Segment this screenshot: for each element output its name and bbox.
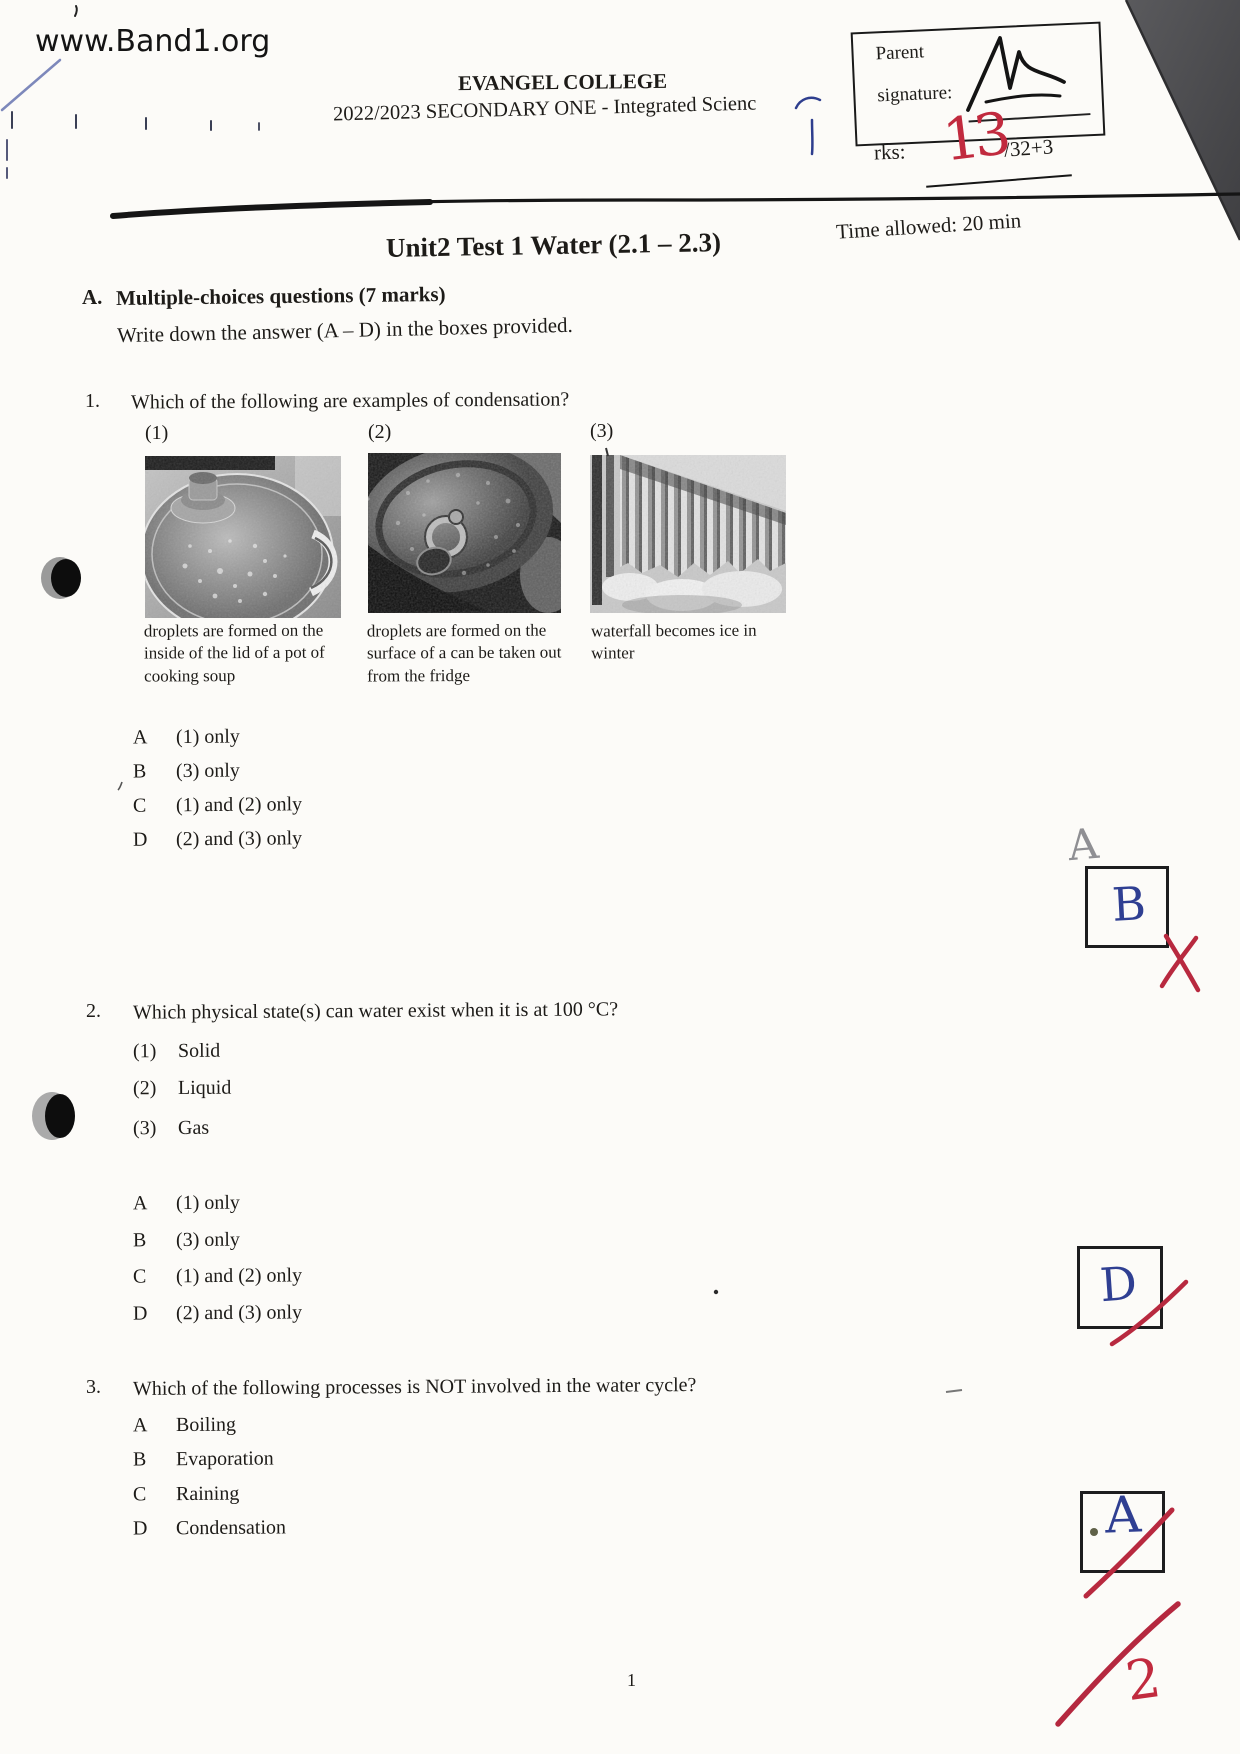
q3-option-c [133,1483,240,1507]
q1-figure2-label: (2) [368,421,392,443]
q2-option-d [133,1301,302,1325]
hole-punch-bottom [32,1092,75,1140]
q3-option-d-text: Condensation [175,1516,287,1540]
q2-option-b [133,1229,240,1253]
q3-student-answer: A [1103,1485,1143,1545]
header-subtitle: 2022/2023 SECONDARY ONE - Integrated Scienc [332,92,757,126]
q1-option-d [133,827,302,851]
q2-student-answer: D [1098,1255,1139,1313]
q2-option-a-text: (1) only [175,1191,240,1215]
marks-total: /32+3 [1003,134,1054,162]
q2-option-c-text: (1) and (2) only [175,1264,303,1288]
stray-pen-mark [118,782,122,790]
q2-text: Which physical state(s) can water exist when it is at 100 °C? [132,998,619,1024]
q2-statement-2 [133,1077,232,1101]
q1-figure1-caption: droplets are formed on the inside of the lid of a pot of cooking soup [143,620,325,686]
q1-figure3-label: (3) [590,420,614,442]
q3-number: 3. [86,1376,101,1398]
marks-label: rks: [873,139,906,165]
q1-option-c [133,793,302,817]
q2-option-a-letter: A [132,1192,148,1215]
q1-option-a [133,726,240,750]
q3-option-a-letter: A [132,1414,148,1437]
pencil-dash [946,1390,962,1392]
section-a-instruction: Write down the answer (A – D) in the boxes provided. [116,312,573,348]
q2-option-a [133,1192,240,1216]
q1-text: Which of the following are examples of condensation? [130,388,570,414]
test-title: Unit2 Test 1 Water (2.1 – 2.3) [385,227,722,263]
q1-pencil-correction: A [1065,818,1101,871]
q2-statement-3-label: (3) [132,1117,157,1140]
q3-answer-box [1080,1485,1165,1573]
q2-statement-1-text: Solid [177,1039,221,1062]
fold-crease-line [112,194,1240,216]
q3-text: Which of the following processes is NOT involved in the water cycle? [132,1374,697,1400]
q1-student-answer: B [1110,876,1148,932]
pot-lid-photo [145,456,341,618]
q2-statement-1 [133,1040,220,1064]
q3-option-b-letter: B [132,1448,147,1471]
frozen-waterfall-photo [590,455,786,613]
school-name: EVANGEL COLLEGE [457,68,668,96]
q3-option-d-letter: D [132,1517,148,1540]
section-a-label: A. [82,285,103,309]
q3-option-b [133,1448,274,1472]
time-allowed: Time allowed: 20 min [835,208,1022,244]
q2-statement-3-text: Gas [177,1116,210,1139]
q1-figure2-caption: droplets are formed on the surface of a can be taken out from the fridge [366,620,562,686]
q3-option-c-letter: C [132,1483,147,1506]
signature-label: signature: [876,82,953,107]
parent-label: Parent [875,41,925,65]
q2-option-b-letter: B [132,1229,147,1252]
folded-corner-artifact [1126,0,1240,240]
q2-option-d-text: (2) and (3) only [175,1301,303,1325]
section-a-heading: Multiple-choices questions (7 marks) [115,281,446,311]
q1-number: 1. [85,390,100,412]
q1-option-d-text: (2) and (3) only [175,827,303,851]
q1-figure3-caption: waterfall becomes ice in winter [590,620,757,663]
q3-option-a-text: Boiling [175,1413,237,1437]
q3-option-a [133,1414,236,1438]
hole-punch-top [41,557,81,599]
q1-option-a-text: (1) only [175,725,240,749]
watermark-band1: www.Band1.org [35,24,271,59]
marks-underline [926,174,1072,187]
pen-check-after-science [796,98,820,154]
q2-statement-2-label: (2) [132,1077,157,1100]
marks-score-handwritten: 13 [939,99,1009,175]
q1-option-b-letter: B [132,760,147,783]
q1-figure1-label: (1) [145,422,169,444]
can-top-photo [368,453,561,613]
q3-option-b-text: Evaporation [175,1447,274,1471]
q1-option-c-letter: C [132,794,147,817]
q2-option-b-text: (3) only [175,1228,240,1252]
q3-option-d [133,1516,286,1540]
q1-option-c-text: (1) and (2) only [175,793,303,817]
q1-option-b [133,760,240,784]
ink-speck [714,1290,718,1294]
q2-option-c [133,1264,302,1288]
footer-page-number: 1 [627,1670,636,1690]
q3-option-c-text: Raining [175,1482,240,1506]
q1-option-d-letter: D [132,828,148,851]
q2-statement-1-label: (1) [132,1040,157,1063]
q2-statement-2-text: Liquid [177,1076,232,1100]
q2-statement-3 [133,1117,209,1141]
score-mark-handwritten: 2 [1121,1645,1165,1714]
q2-number: 2. [86,1000,101,1022]
q1-option-b-text: (3) only [175,759,240,783]
q1-option-a-letter: A [132,726,148,749]
q2-option-d-letter: D [132,1302,148,1325]
q2-answer-box [1077,1246,1163,1329]
q2-option-c-letter: C [132,1265,147,1288]
q1-answer-box [1085,866,1169,948]
